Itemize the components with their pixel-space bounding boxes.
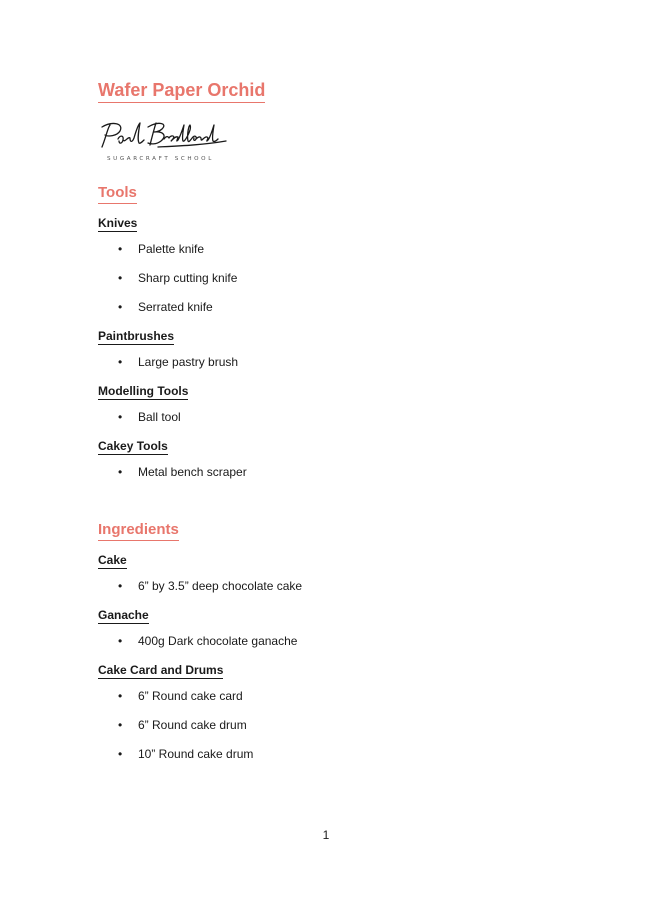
- list-item-text: Palette knife: [138, 242, 205, 256]
- logo-tagline: SUGARCRAFT SCHOOL: [107, 156, 214, 162]
- list-item-text: 6” Round cake drum: [138, 718, 247, 732]
- list-item: [98, 270, 568, 286]
- tools-section: [98, 183, 568, 480]
- ingredients-group-cake: [98, 551, 568, 594]
- group-heading: Cakey Tools: [98, 439, 168, 453]
- page-content: [98, 78, 568, 764]
- list-item-text: Large pastry brush: [138, 355, 239, 369]
- ingredients-heading: Ingredients: [98, 520, 179, 541]
- list-item-text: Metal bench scraper: [138, 465, 247, 479]
- item-list: [98, 354, 568, 370]
- tools-group-paintbrushes: [98, 327, 568, 370]
- list-item: [98, 746, 568, 762]
- group-heading: Cake Card and Drums: [98, 663, 224, 677]
- list-item: [98, 688, 568, 704]
- list-item-text: Serrated knife: [138, 300, 213, 314]
- tools-group-modelling: [98, 382, 568, 425]
- item-list: [98, 464, 568, 480]
- list-item: [98, 633, 568, 649]
- list-item-text: 6” Round cake card: [138, 689, 243, 703]
- tools-group-cakey: [98, 437, 568, 480]
- item-list: [98, 688, 568, 762]
- document-title: Wafer Paper Orchid: [98, 78, 265, 103]
- group-heading: Cake: [98, 553, 127, 567]
- list-item-text: 10” Round cake drum: [138, 747, 254, 761]
- list-item: [98, 409, 568, 425]
- group-heading: Paintbrushes: [98, 329, 175, 343]
- ingredients-section: [98, 520, 568, 762]
- ingredients-group-ganache: [98, 606, 568, 649]
- tools-heading: Tools: [98, 183, 137, 204]
- bullet-icon: •: [118, 242, 123, 256]
- bullet-icon: •: [118, 718, 123, 732]
- list-item: [98, 241, 568, 257]
- item-list: [98, 241, 568, 315]
- tools-group-knives: [98, 214, 568, 315]
- bullet-icon: •: [118, 410, 123, 424]
- bullet-icon: •: [118, 689, 123, 703]
- group-heading: Knives: [98, 216, 138, 230]
- signature-logo-icon: [98, 117, 238, 165]
- item-list: [98, 633, 568, 649]
- list-item: [98, 464, 568, 480]
- bullet-icon: •: [118, 271, 123, 285]
- list-item: [98, 717, 568, 733]
- list-item: [98, 578, 568, 594]
- group-heading: Modelling Tools: [98, 384, 189, 398]
- brand-logo: [98, 117, 238, 165]
- item-list: [98, 409, 568, 425]
- list-item-text: 400g Dark chocolate ganache: [138, 634, 298, 648]
- list-item: [98, 354, 568, 370]
- list-item: [98, 299, 568, 315]
- bullet-icon: •: [118, 634, 123, 648]
- item-list: [98, 578, 568, 594]
- list-item-text: Ball tool: [138, 410, 181, 424]
- ingredients-group-cake-card: [98, 661, 568, 762]
- bullet-icon: •: [118, 747, 123, 761]
- list-item-text: Sharp cutting knife: [138, 271, 238, 285]
- bullet-icon: •: [118, 465, 123, 479]
- bullet-icon: •: [118, 355, 123, 369]
- bullet-icon: •: [118, 579, 123, 593]
- bullet-icon: •: [118, 300, 123, 314]
- group-heading: Ganache: [98, 608, 149, 622]
- list-item-text: 6” by 3.5” deep chocolate cake: [138, 579, 303, 593]
- page-number: 1: [322, 828, 330, 842]
